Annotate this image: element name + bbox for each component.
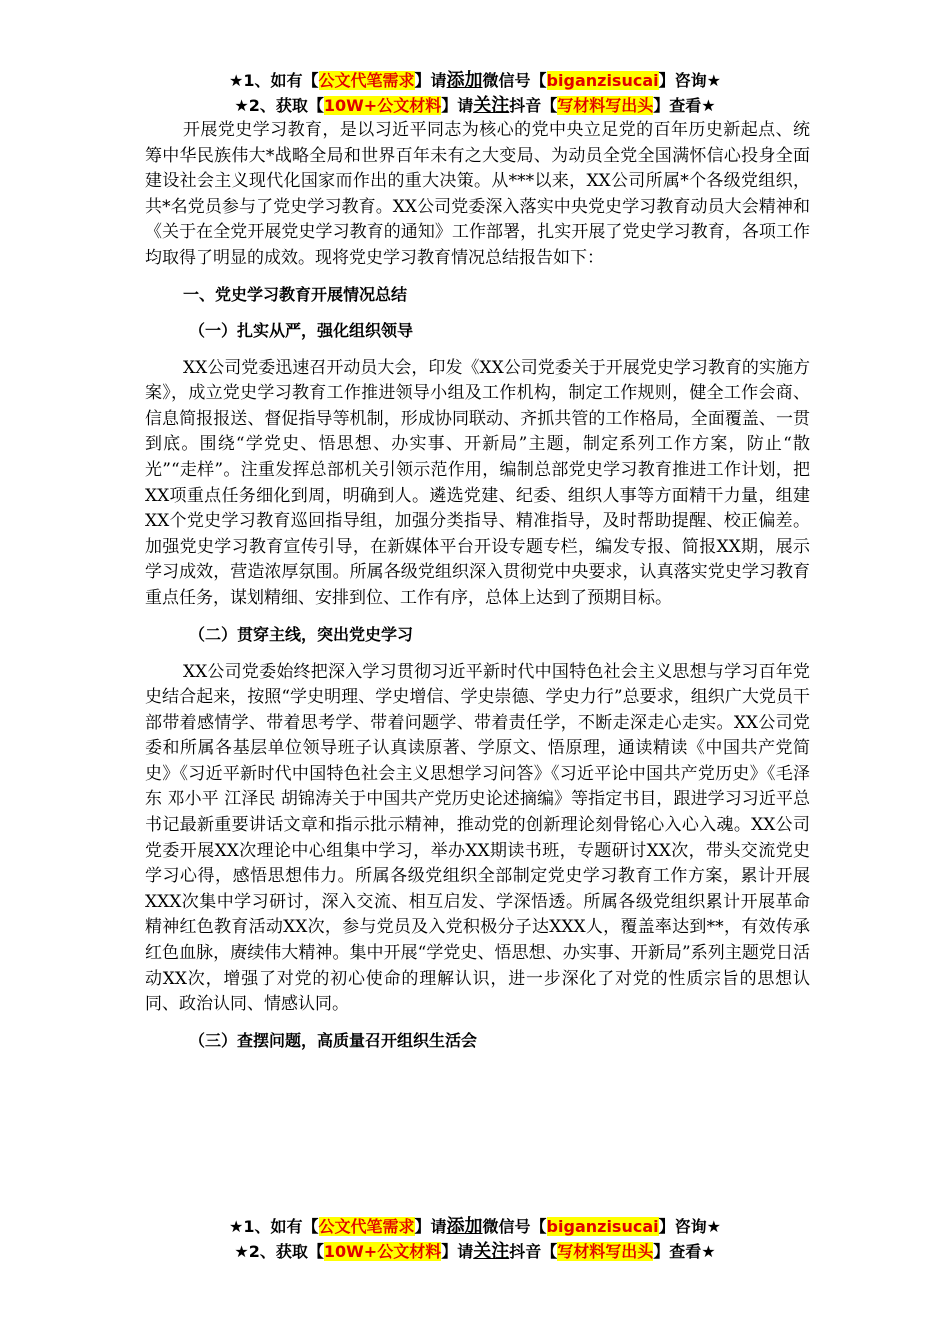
highlight-douyin: 写材料写出头 bbox=[557, 1242, 654, 1261]
subsection-heading-2: （二）贯穿主线，突出党史学习 bbox=[189, 624, 414, 644]
section-heading: 一、党史学习教育开展情况总结 bbox=[183, 284, 408, 304]
highlight-douyin: 写材料写出头 bbox=[557, 96, 654, 115]
promo-line-2: ★2、获取【10W+公文材料】请关注抖音【写材料写出头】查看★ bbox=[234, 1241, 716, 1262]
highlight-materials: 10W+公文材料 bbox=[323, 1242, 442, 1261]
highlight-wechat-id: biganzisucai bbox=[546, 1217, 659, 1236]
highlight-service: 公文代笔需求 bbox=[318, 1217, 415, 1236]
highlight-service: 公文代笔需求 bbox=[318, 71, 415, 90]
subsection-heading-3: （三）查摆问题，高质量召开组织生活会 bbox=[189, 1030, 478, 1050]
highlight-materials: 10W+公文材料 bbox=[323, 96, 442, 115]
subsection-paragraph-2: XX公司党委始终把深入学习贯彻习近平新时代中国特色社会主义思想与学习百年党史结合起来，按照“学史明理、学史增信、学史崇德、学史力行”总要求，组织广大党员干部带着感情学、带着思考学、带着问题学、带着责任学，不断走深走心走实。XX公司党委和所属各基层单位领导班子认真读原著、学原文、悟原理，通读精读《中国共产党简史》《习近平新时代中国特色社会主义思想学习问答》《习近平论中国共产党历史》《毛泽东 邓小平 江泽民 胡锦涛关于中国共产党历史论述摘编》等指定书目，跟进学习习近平总书记最新重要讲话文章和指示批示精神，推动党的创新理论刻骨铭心入心入魂。XX公司党委开展XX次理论中心组集中学习，举办XX期读书班，专题研讨XX次，带头交流党史学习心得，感悟思想伟力。所属各级党组织全部制定党史学习教育工作方案，累计开展XXX次集中学习研讨，深入交流、相互启发、学深悟透。所属各级党组织累计开展革命精神红色教育活动XX次，参与党员及入党积极分子达XXX人，覆盖率达到**，有效传承红色血脉，赓续伟大精神。集中开展“学党史、悟思想、办实事、开新局”系列主题党日活动XX次，增强了对党的初心使命的理解认识，进一步深化了对党的性质宗旨的思想认同、政治认同、情感认同。 bbox=[145, 661, 810, 1015]
promo-line-2: ★2、获取【10W+公文材料】请关注抖音【写材料写出头】查看★ bbox=[234, 95, 716, 116]
subsection-paragraph-1: XX公司党委迅速召开动员大会，印发《XX公司党委关于开展党史学习教育的实施方案》，成立党史学习教育工作推进领导小组及工作机构，制定工作规则，健全工作会商、信息简报报送、督促指导等机制，形成协同联动、齐抓共管的工作格局，全面覆盖、一贯到底。围绕“学党史、悟思想、办实事、开新局”主题，制定系列工作方案，防止“散光”“走样”。注重发挥总部机关引领示范作用，编制总部党史学习教育推进工作计划，把XX项重点任务细化到周，明确到人。遴选党建、纪委、组织人事等方面精干力量，组建XX个党史学习教育巡回指导组，加强分类指导、精准指导，及时帮助提醒、校正偏差。加强党史学习教育宣传引导，在新媒体平台开设专题专栏，编发专报、简报XX期，展示学习成效，营造浓厚氛围。所属各级党组织深入贯彻党中央要求，认真落实党史学习教育重点任务，谋划精细、安排到位、工作有序，总体上达到了预期目标。 bbox=[145, 357, 810, 608]
highlight-wechat-id: biganzisucai bbox=[546, 71, 659, 90]
promo-line-1: ★1、如有【公文代笔需求】请添加微信号【biganzisucai】咨询★ bbox=[229, 1216, 721, 1237]
promo-line-1: ★1、如有【公文代笔需求】请添加微信号【biganzisucai】咨询★ bbox=[229, 70, 721, 91]
document-body bbox=[145, 118, 810, 1066]
promo-banner-top bbox=[0, 68, 950, 118]
subsection-heading-1: （一）扎实从严，强化组织领导 bbox=[189, 320, 414, 340]
promo-banner-bottom bbox=[0, 1214, 950, 1264]
intro-paragraph: 开展党史学习教育，是以习近平同志为核心的党中央立足党的百年历史新起点、统筹中华民族伟大*战略全局和世界百年未有之大变局、为动员全党全国满怀信心投身全面建设社会主义现代化国家而作出的重大决策。从***以来，XX公司所属*个各级党组织，共*名党员参与了党史学习教育。XX公司党委深入落实中央党史学习教育动员大会精神和《关于在全党开展党史学习教育的通知》工作部署，扎实开展了党史学习教育，各项工作均取得了明显的成效。现将党史学习教育情况总结报告如下： bbox=[145, 120, 810, 268]
